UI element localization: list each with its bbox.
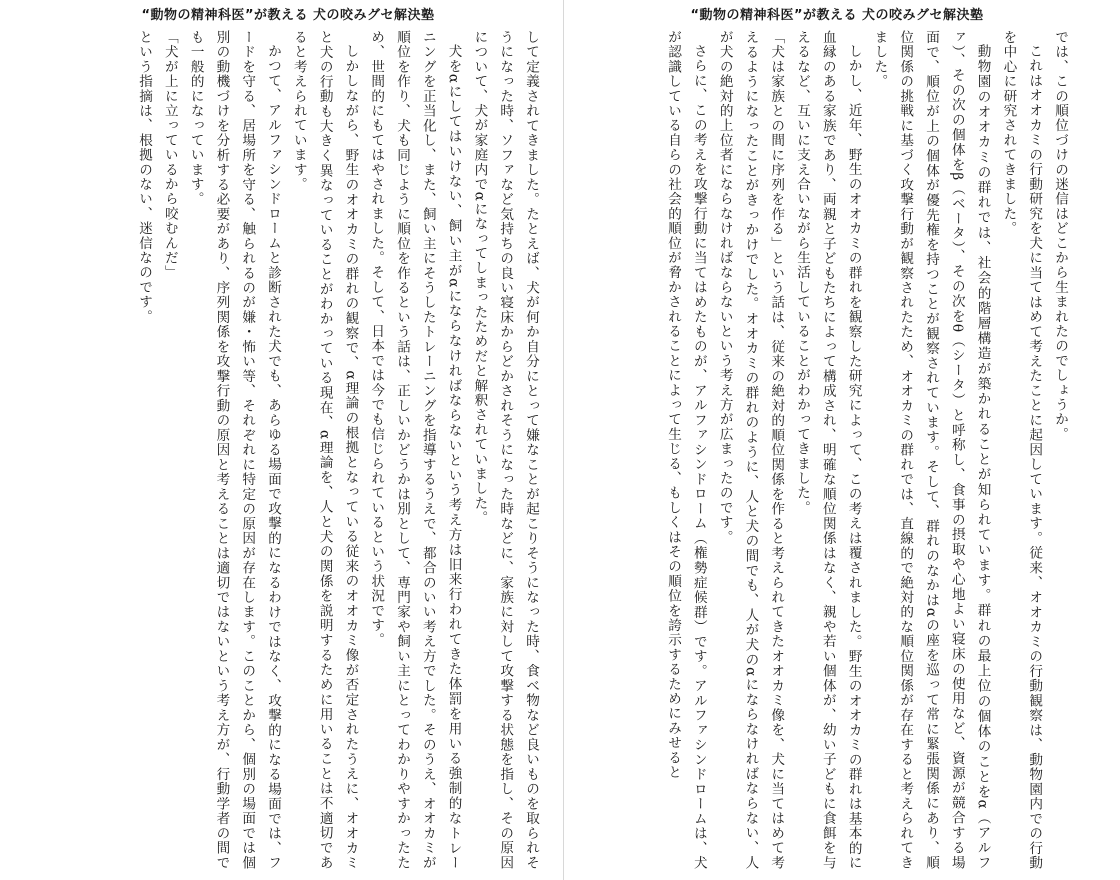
paragraph: 犬をαにしてはいけない、飼い主がαにならなければならないという考え方は旧来行われてきた体罰を用いる強制的なトレーニングを正当化し、また、飼い主にそうしたトレーニングを指導するうえで、都合のいい考え方でした。そのうえ、オオカミが順位を作り、犬も同じように順位を作るという話は、正しいかどうかは別として、専門家や飼い主にとってわかりやすかったため、世間的にもてはやされました。そして、日本では今でも信じられているという状況です。 — [368, 30, 462, 870]
running-header-left: “動物の精神科医”が教える 犬の咬みグセ解決塾 — [141, 8, 435, 23]
page-gutter — [563, 0, 564, 880]
paragraph: これはオオカミの行動研究を犬に当てはめて考えたことに起因しています。従来、オオカミの行動観察は、動物園内での行動を中心に研究されてきました。 — [1000, 30, 1043, 870]
quote-line: 「犬が上に立っているから咬むんだ」 — [161, 30, 178, 280]
right-page-body — [582, 30, 1072, 870]
paragraph: では、この順位づけの迷信はどこから生まれたのでしょうか。 — [1052, 30, 1068, 442]
paragraph: しかしながら、野生のオオカミの群れの観察で、α理論の根拠となっている従来のオオカミ像が否定されたうえに、オオカミと犬の行動も大きく異なっていることがわかっている現在、α理論を、人と犬の関係を説明するために用いることは不適切であると考えられています。 — [290, 30, 359, 870]
right-page — [560, 0, 1120, 880]
left-page-body — [23, 30, 543, 870]
paragraph: かつて、アルファシンドロームと診断された犬でも、あらゆる場面で攻撃的になるわけではなく、攻撃的になる場面では、フードを守る、居場所を守る、触られるのが嫌・怖い等、それぞれに特定の原因が存在します。このことから、個別の場面では個別の動機づけを分析する必要があり、序列関係を攻撃行動の原因と考えることは適切ではないという考え方が、行動学者の間でも一般的になっています。 — [187, 30, 282, 870]
paragraph: さらに、この考えを攻撃行動に当てはめたものが、アルファシンドローム（権勢症候群）です。アルファシンドロームは、犬が認識している自らの社会的順位が脅かされることによって生じる、もしくはその順位を誇示するためにみせると — [665, 30, 707, 870]
paragraph: しかし、近年、野生のオオカミの群れを観察した研究によって、この考えは覆されました。野生のオオカミの群れは基本的に血縁のある家族であり、両親と子どもたちによって構成され、明確な順位関係はなく、親や若い個体が、幼い子どもに食餌を与えるなど、互いに支え合いながら生活していることがわかってきました。 — [794, 30, 862, 870]
running-header-right: “動物の精神科医”が教える 犬の咬みグセ解決塾 — [690, 8, 984, 23]
paragraph: 動物園のオオカミの群れでは、社会的階層構造が築かれることが知られています。群れの最上位の個体のことをα（アルファ）、その次の個体をβ（ベータ）、その次をθ（シータ）と呼称し、食事の摂取や心地よい寝床の使用など、資源が競合する場面で、順位が上の個体が優先権を持つことが観察されています。そして、群れのなかはαの座を巡って常に緊張関係にあり、順位関係の挑戦に基づく攻撃行動が観察されたため、オオカミの群れでは、直線的で絶対的な順位関係が存在すると考えられてきました。 — [871, 30, 991, 870]
closing-line: という指摘は、根拠のない、迷信なのです。 — [136, 30, 153, 324]
paragraph: 「犬は家族との間に序列を作る」という話は、従来の絶対的順位関係を作ると考えられてきたオオカミ像を、犬に当てはめて考えるようになったことがきっかけでした。オオカミの群れのように、人と犬の間でも、人が犬のαにならなければならない、人が犬の絶対的上位者にならなければならないという考え方が広まったのです。 — [716, 30, 785, 870]
paragraph: して定義されてきました。たとえば、犬が何か自分にとって嫌なことが起こりそうになった時、食べ物など良いものを取られそうになった時、ソファなど気持ちの良い寝床からどかされそうになった時などに、家族に対して攻撃する状態を指し、その原因について、犬が家庭内でαになってしまったためだと解釈されていました。 — [471, 30, 539, 870]
